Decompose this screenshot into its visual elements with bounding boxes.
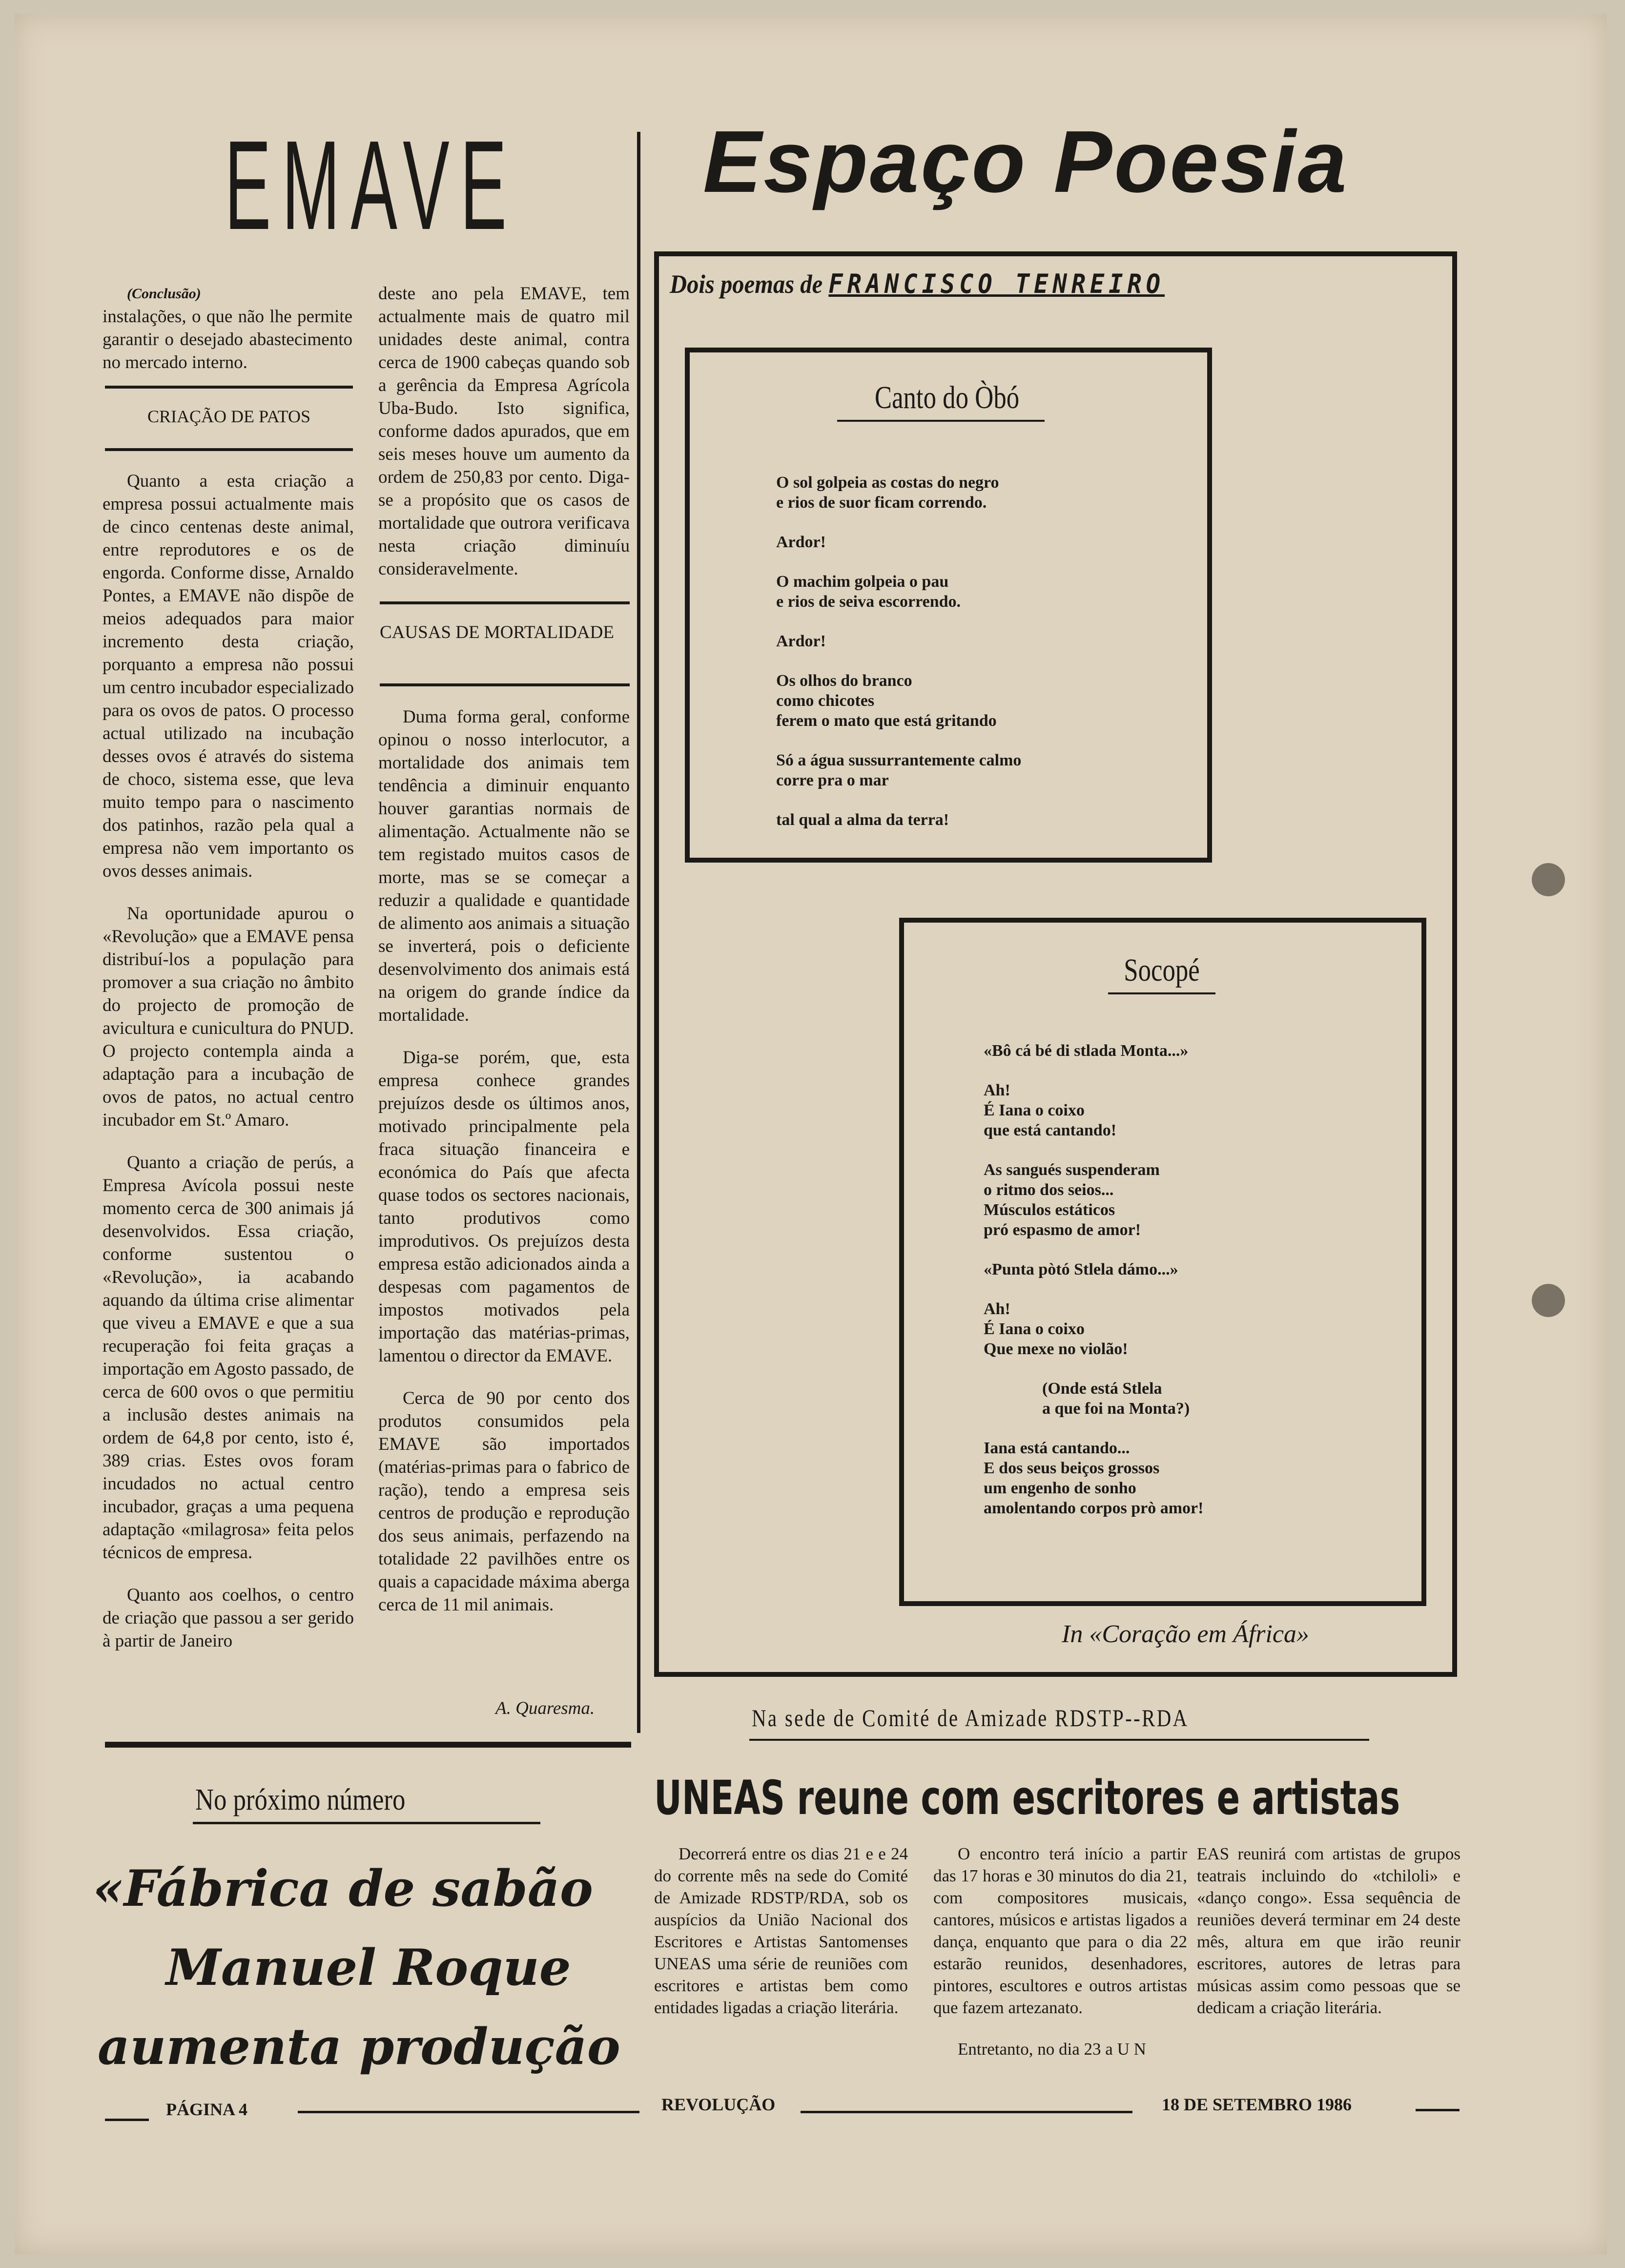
poesia-title: Espaço Poesia (703, 113, 1349, 211)
poem-line: «Punta pòtó Stlela dámo...» (984, 1260, 1178, 1278)
poem-line: As sangués suspenderam (984, 1161, 1160, 1179)
conclusao-label: (Conclusão) (127, 286, 201, 302)
poem-line: Ardor! (776, 533, 826, 551)
next-issue-line-2: Manuel Roque (166, 1938, 571, 1997)
poem-line: e rios de seiva escorrendo. (776, 593, 961, 611)
footer-rule (801, 2111, 1132, 2113)
poem1-title: Canto do Òbó (874, 380, 1020, 415)
poem-line: Só a água sussurrantemente calmo (776, 751, 1022, 769)
poesia-author: FRANCISCO TENREIRO (828, 268, 1165, 299)
poem-line: amolentando corpos prò amor! (984, 1499, 1204, 1517)
poem-line: É Iana o coixo (984, 1101, 1085, 1119)
poem-line: corre pra o mar (776, 771, 889, 789)
poem2-title: Socopé (1124, 952, 1200, 988)
footer-paper: REVOLUÇÃO (661, 2095, 776, 2114)
poem-line: E dos seus beiços grossos (984, 1459, 1160, 1477)
next-issue-heading: No próximo número (195, 1783, 406, 1816)
divider (380, 601, 630, 604)
poem-line: Iana está cantando... (984, 1439, 1130, 1457)
signature: A. Quaresma. (495, 1698, 595, 1718)
poem-line: a que foi na Monta?) (1042, 1400, 1190, 1418)
poem-line: «Bô cá bé di stlada Monta...» (984, 1042, 1189, 1060)
poem1-title-underline (837, 420, 1045, 422)
footer-page: PÁGINA 4 (166, 2100, 248, 2119)
divider (380, 683, 630, 686)
emave-paragraph: Na oportunidade apurou o «Revolução» que a EMAVE pensa distribuí-los a população para promover a sua criação no âmbito do projecto de promoção de avicultura e cunicultura do PNUD. O projecto contempla ainda a adaptação para a incubação de ovos de patos, no actual centro incubador em St.º Amaro. (103, 904, 354, 1130)
poem-line: como chicotes (776, 692, 875, 710)
emave-paragraph: Duma forma geral, conforme opinou o nosso interlocutor, a mortalidade dos animais tem tendência a diminuir enquanto houver garantias normais de alimentação. Actualmente não se tem registado muitos casos de morte, mas se se começar a reduzir a qualidade e quantidade de alimento aos animais a situação se inverterá, pois o deficiente desenvolvimento dos animais está na origem do grande índice da mortalidade. (378, 707, 630, 1025)
poem-line: tal qual a alma da terra! (776, 811, 949, 829)
emave-column-1-body (103, 470, 354, 1672)
poesia-subtitle (670, 268, 1165, 299)
uneas-paragraph: EAS reunirá com artistas de grupos teatrais incluindo do «tchiloli» e «danço congo». Essa sequência de reuniões deverá terminar em 24 deste mês, altura em que irão reunir escritores, autores de letras para músicas assim como pessoas que se dedicam a criação literária. (1197, 1844, 1460, 2017)
poem-line: O machim golpeia o pau (776, 573, 949, 591)
footer-date: 18 DE SETEMBRO 1986 (1162, 2095, 1352, 2114)
poem-line: um engenho de sonho (984, 1479, 1136, 1497)
next-issue-line-3: aumenta produção (98, 2018, 620, 2076)
poem-source: In «Coração em África» (1062, 1620, 1309, 1648)
poem2-title-underline (1108, 992, 1215, 994)
uneas-column-2 (933, 1843, 1187, 2080)
emave-paragraph: Quanto a esta criação a empresa possui actualmente mais de cinco centenas deste animal, entre reprodutores e os de engorda. Conforme disse, Arnaldo Pontes, a EMAVE não dispõe de meios adequados para maior incremento desta criação, porquanto a empresa não possui um centro incubador especializado para os ovos de patos. O processo actual utilizado na incubação desses ovos é através do sistema de choco, sistema esse, que leva muito tempo para o nascimento dos patinhos, razão pela qual a empresa não vem importanto os ovos desses animais. (103, 471, 354, 881)
uneas-column-3 (1197, 1843, 1460, 2038)
poem-line: o ritmo dos seios... (984, 1181, 1114, 1199)
poem1-body (776, 473, 1176, 849)
emave-paragraph: Diga-se porém, que, esta empresa conhece grandes prejuízos desde os últimos anos, motivado principalmente pela fraca situação financeira e económica do País que afecta quase todos os sectores nacionais, tanto produtivos como improdutivos. Os prejuízos desta empresa estão adicionados ainda a despesas com pagamentos de impostos motivados pela importação das matérias-primas, lamentou o director da EMAVE. (378, 1048, 630, 1366)
poem2-body (984, 1041, 1403, 1538)
emave-paragraph: Cerca de 90 por cento dos produtos consumidos pela EMAVE são importados (matérias-primas para o fabrico de ração), tendo a empresa seis centros de produção e reprodução dos seus animais, perfazendo na totalidade 22 pavilhões entre os quais a capacidade máxima aberga cerca de 11 mil animais. (378, 1388, 630, 1615)
emave-paragraph: instalações, o que não lhe permite garantir o desejado abastecimento no mercado interno. (103, 307, 352, 372)
uneas-paragraph: Entretanto, no dia 23 a U N (958, 2040, 1146, 2059)
poem-line: Ardor! (776, 632, 826, 650)
footer-rule (298, 2111, 639, 2113)
poem-line: Ah! (984, 1300, 1010, 1318)
emave-paragraph: Quanto aos coelhos, o centro de criação que passou a ser gerido à partir de Janeiro (103, 1585, 354, 1651)
section-heading-mortalidade: CAUSAS DE MORTALIDADE (380, 622, 614, 642)
section-heading-patos: CRIAÇÃO DE PATOS (147, 407, 311, 426)
punch-hole (1532, 863, 1565, 896)
divider (105, 1742, 631, 1748)
poem-line: que está cantando! (984, 1121, 1117, 1139)
footer-rule (1416, 2109, 1460, 2111)
uneas-column-1 (654, 1843, 908, 2038)
uneas-kicker-underline (749, 1739, 1369, 1741)
emave-column-2-body (378, 705, 630, 1636)
emave-paragraph: Quanto a criação de perús, a Empresa Avícola possui neste momento cerca de 300 animais já desenvolvidos. Essa criação, conforme sustentou o «Revolução», ia acabando aquando da última crise alimentar que viveu a EMAVE e que a sua recuperação foi feita graças a importação em Agosto passado, de cerca de 600 ovos o que permitiu a inclusão destes animais na ordem de 64,8 por cento, isto é, 389 crias. Estes ovos foram incudados no actual centro incubador, graças a uma pequena adaptação «milagrosa» feita pelos técnicos de empresa. (103, 1153, 354, 1563)
emave-column-2 (378, 282, 630, 600)
column-divider (637, 132, 640, 1733)
divider (193, 1822, 540, 1824)
emave-column-1 (103, 282, 352, 393)
poem-line: Ah! (984, 1081, 1010, 1099)
poem-line: (Onde está Stlela (1042, 1380, 1162, 1398)
uneas-paragraph: O encontro terá início a partir das 17 horas e 30 minutos do dia 21, com compositores musicais, cantores, músicos e artistas ligados a dança, enquanto que para o dia 22 estarão reunidos, desenhadores, pintores, escultores e outros artistas que fazem artezanato. (933, 1844, 1187, 2017)
poem-line: Os olhos do branco (776, 672, 912, 690)
uneas-paragraph: Decorrerá entre os dias 21 e e 24 do corrente mês na sede do Comité de Amizade RDSTP/RDA, sob os auspícios da União Nacional dos Escritores e Artistas Santomenses UNEAS uma série de reuniões com escritores e artistas bem como entidades ligadas a criação literária. (654, 1844, 908, 2017)
poem-line: É Iana o coixo (984, 1320, 1085, 1338)
poem-line: ferem o mato que está gritando (776, 712, 997, 730)
poem-line: pró espasmo de amor! (984, 1221, 1141, 1239)
punch-hole (1532, 1284, 1565, 1317)
divider (105, 448, 353, 451)
poem-line: e rios de suor ficam correndo. (776, 494, 987, 512)
footer-rule (105, 2119, 149, 2121)
poesia-subtitle-prefix: Dois poemas de (670, 269, 823, 299)
uneas-kicker: Na sede de Comité de Amizade RDSTP--RDA (752, 1704, 1189, 1732)
poem-line: Que mexe no violão! (984, 1340, 1128, 1358)
emave-title: EMAVE (225, 115, 518, 256)
poem-line: Músculos estáticos (984, 1201, 1115, 1219)
emave-paragraph: deste ano pela EMAVE, tem actualmente mais de quatro mil unidades deste animal, contra cerca de 1900 cabeças quando sob a gerência da Empresa Agrícola Uba-Budo. Isto significa, conforme dados apurados, que em seis meses houve um aumento da ordem de 250,83 por cento. Diga-se a propósito que os casos de mortalidade que outrora verificava nesta criação diminuíu consideravelmente. (378, 284, 630, 579)
poem-line: O sol golpeia as costas do negro (776, 474, 999, 492)
next-issue-line-1: «Fábrica de sabão (93, 1859, 593, 1918)
uneas-title: UNEAS reune com escritores e artistas (654, 1771, 1400, 1825)
divider (105, 386, 353, 389)
